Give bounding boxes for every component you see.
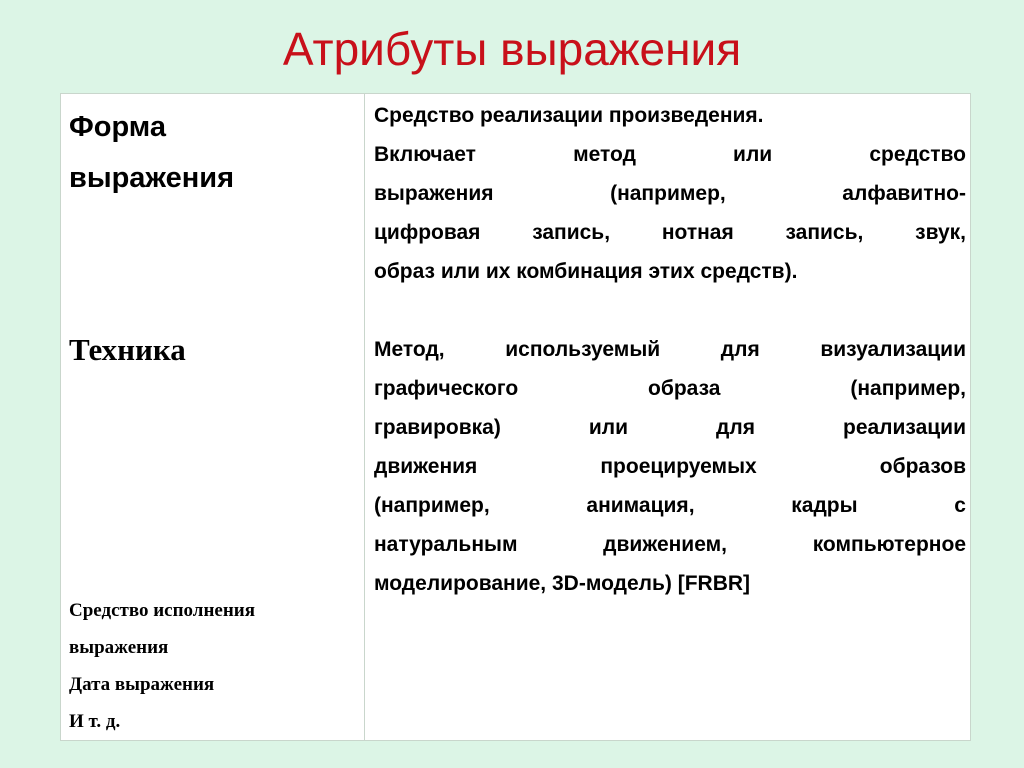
description-line: гравировка) или для реализации — [374, 416, 966, 439]
slide-title: Атрибуты выражения — [282, 23, 742, 75]
description-line: движения проецируемых образов — [374, 455, 966, 478]
forma-label-line-1: Форма — [69, 111, 166, 143]
right-column — [365, 94, 972, 740]
forma-label-line-2: выражения — [69, 162, 235, 194]
description-line: моделирование, 3D-модель) [FRBR] — [374, 572, 751, 595]
description-line: Включает метод или средство — [374, 143, 966, 166]
list-item: Средство исполнения — [69, 600, 256, 621]
description-line: графического образа (например, — [374, 377, 966, 400]
other-attributes-list — [69, 592, 359, 740]
description-line: (например, анимация, кадры с — [374, 494, 966, 517]
description-line: Средство реализации произведения. — [374, 104, 764, 127]
forma-description — [374, 96, 966, 291]
description-line: Метод, используемый для визуализации — [374, 338, 966, 361]
list-item: выражения — [69, 637, 169, 658]
attributes-table — [60, 93, 971, 741]
list-item: Дата выражения — [69, 674, 215, 695]
tehnika-description — [374, 330, 966, 603]
list-item: И т. д. — [69, 711, 121, 732]
description-line: выражения (например, алфавитно- — [374, 182, 966, 205]
left-column — [61, 94, 364, 740]
description-line: натуральным движением, компьютерное — [374, 533, 966, 556]
forma-vyrazheniya-label — [69, 102, 359, 204]
description-line: образ или их комбинация этих средств). — [374, 260, 798, 283]
tehnika-label: Техника — [69, 332, 186, 367]
description-line: цифровая запись, нотная запись, звук, — [374, 221, 966, 244]
